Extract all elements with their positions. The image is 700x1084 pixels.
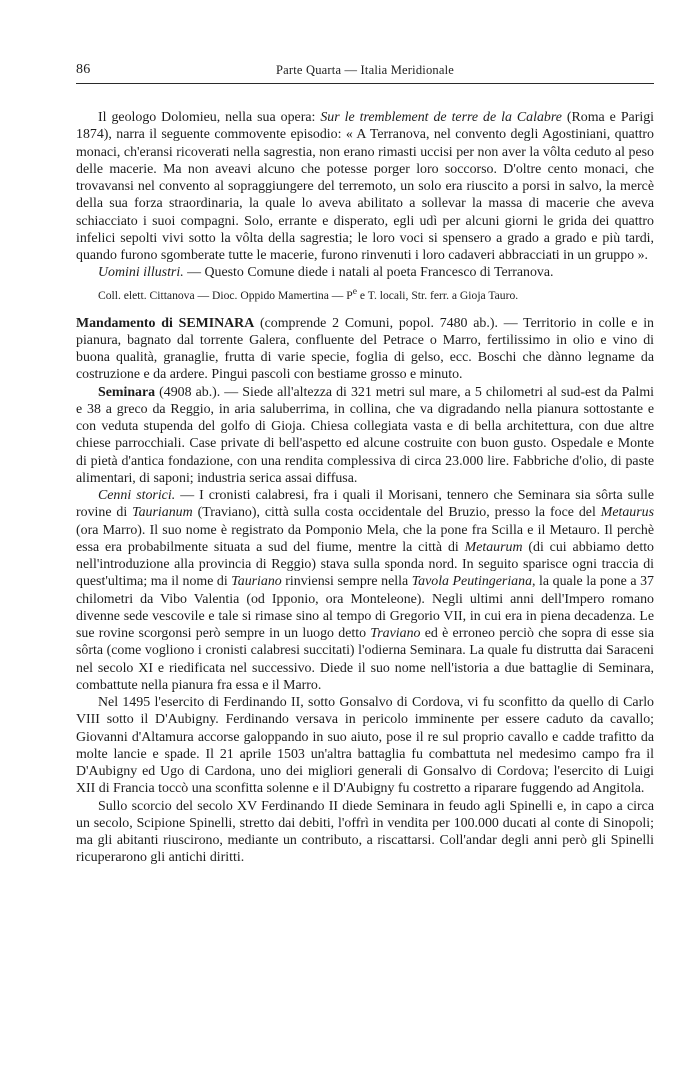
town-heading: Seminara [98,384,156,400]
page-header [76,62,654,84]
page-number: 86 [76,62,91,77]
section-label: Uomini illustri. [98,265,184,281]
paragraph-battles-1495-1503: Nel 1495 l'esercito di Ferdinando II, sotto Gonsalvo di Cordova, vi fu sconfitto da quello di Carlo VIII sotto il D'Aubigny. Ferdinando versava in pericolo imminente per essere caduto da cavallo; Giovanni d'Altamura accorse galoppando in suo aiuto, pose il re sul proprio cavallo e cadde trafitto da molte lancie e spade. Il 21 aprile 1503 un'altra battaglia fu combattuta nel medesimo campo fra il D'Aubigny ed Ugo di Cardona, uno dei migliori generali di Gonsalvo di Cordova; l'esercito di Luigi XII di Francia toccò una sconfitta solenne e il D'Aubigny fu costretto a riparare fuggendo ad Angitola. [76,695,654,797]
paragraph-uomini-illustri: Uomini illustri. — Questo Comune diede i natali al poeta Francesco di Terranova. [98,265,554,281]
paragraph-seminara: Seminara (4908 ab.). — Siede all'altezza di 321 metri sul mare, a 5 chilometri al sud-est da Palmi e 38 a greco da Reggio, in aria saluberrima, in collina, che va digradando nella pianura sottostante e con veduta stupenda del golfo di Gioja. Chiesa collegiata vasta e di bella architettura, con due altre chiese parrocchiali. Case private di bell'aspetto ed alcune costruite con buon gusto. Ospedale e Monte di pietà d'antica fondazione, con una rendita complessiva di circa 23.000 lire. Fabbriche d'olio, di paste alimentari, di saponi; industria serica assai diffusa. [76,384,654,486]
paragraph-dolomieu-episode: Il geologo Dolomieu, nella sua opera: Sur le tremblement de terre de la Calabre (Roma e Parigi 1874), narra il seguente commovente episodio: « A Terranova, nel convento degli Agostiniani, quattro monaci, ch'eransi ricoverati nella sagrestia, non erano rimasti uccisi per non aver la vôlta ceduto al peso delle macerie. Ma non aveavi alcuno che potesse porger loro soccorso. D'oltre cento monaci, che trovavansi nel convento al sopraggiungere del terremoto, un solo era riuscito a porsi in salvo, la mercè della sua forza straordinaria, la quale lo aveva abilitato a sollevar la massa di macerie che aveva schiacciato i suoi compagni. Solo, errante e disperato, egli udì per alcuni giorni le grida dei quattro infelici sepolti vivi sotto la vôlta della sagrestia; le loro voci si spensero a grado a grado e più tardi, quando furono sgomberate tutte le macerie, furono rinvenuti i loro cadaveri abbracciati in un gruppo ». [76,110,654,263]
section-label: Cenni storici. [98,488,176,504]
paragraph-cenni-storici: Cenni storici. — I cronisti calabresi, fra i quali il Morisani, tennero che Seminara sia sôrta sulle rovine di Taurianum (Traviano), città sulla costa occidentale del Bruzio, presso la foce del Metaurus (ora Marro). Il suo nome è registrato da Pomponio Mela, che la pone fra Scilla e il Metauro. Il perchè essa era probabilmente situata a sud del fiume, mentre la città di Metaurum (di cui abbiamo detto nell'introduzione alla provincia di Reggio) stava sulla sponda nord. In seguito sparisce ogni traccia di quest'ultima; ma il nome di Tauriano rinviensi sempre nella Tavola Peutingeriana, la quale la pone a 37 chilometri da Vibo Valentia (od Ipponio, ora Monteleone). Negli ultimi anni dell'Impero romano divenne sede vescovile e tale si rimase sino al tempo di Gregorio VII, in cui era in piena decadenza. Le sue rovine scorgonsi però sempre in un luogo detto Traviano ed è erroneo perciò che sopra di esse sia sôrta (come vogliono i cronisti calabresi succitati) l'odierna Seminara. La quale fu distrutta dai Saraceni nel secolo XI e riedificata nel successivo. Diede il suo nome nell'istoria a due battaglie di Seminara, combattute nella pianura fra essa e il Marro. [76,488,655,693]
paragraph-spinelli-feud: Sullo scorcio del secolo XV Ferdinando II diede Seminara in feudo agli Spinelli e, in capo a circa un secolo, Scipione Spinelli, stretto dai debiti, l'offrì in vendita per 100.000 ducati al conte di Sinopoli; ma gli abitanti riuscirono, mediante un contributo, a riscattarsi. Coll'andar degli anni però gli Spinelli ricuperarono gli antichi diritti. [76,798,654,866]
paragraph-mandamento-seminara: Mandamento di SEMINARA (comprende 2 Comuni, popol. 7480 ab.). — Territorio in colle e in pianura, bagnato dal torrente Galera, confluente del Petrace o Marro, fertilissimo in olio e vino di buona qualità, granaglie, frutta di varie specie, foglia di gelso, ecc. Boschi che dànno legname da costruzione e da ardere. Pingui pascoli con bestiame grosso e minuto. [76,315,654,383]
book-page [76,62,654,867]
administrative-note: Coll. elett. Cittanova — Dioc. Oppido Mamertina — $P^e$ e T. locali, Str. ferr. a Gioja Tauro. [98,285,519,302]
running-title: Parte Quarta — Italia Meridionale [275,63,455,77]
header-rule [76,83,654,84]
page-body [76,109,654,867]
section-heading: Mandamento di SEMINARA [76,315,255,331]
work-title: Sur le tremblement de terre de la Calabre [320,110,562,125]
